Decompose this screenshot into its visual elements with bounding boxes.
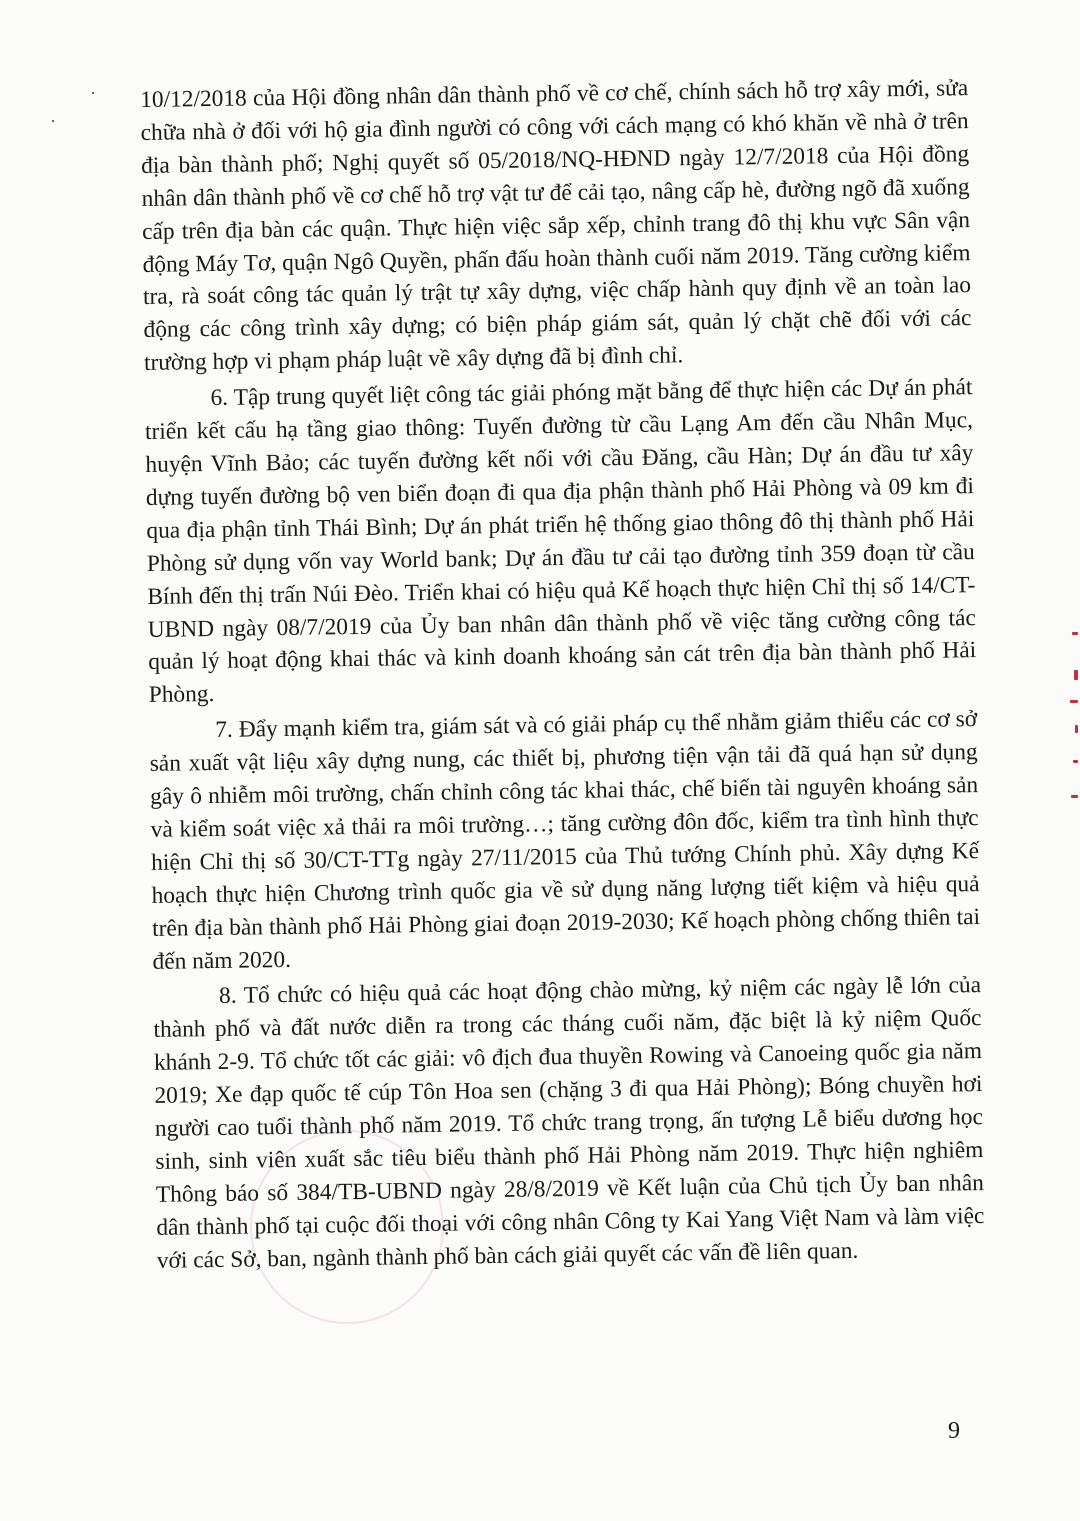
scan-speck <box>92 92 94 94</box>
paragraph-item-7: 7. Đẩy mạnh kiểm tra, giám sát và có giải pháp cụ thể nhằm giảm thiểu các cơ sở sản xuất vật liệu xây dựng nung, các thiết bị, phương tiện vận tải đã quá hạn sử dụng gây ô nhiễm môi trường, chấn chỉnh công tác khai thác, chế biến tài nguyên khoáng sản và kiểm soát việc xả thải ra môi trường…; tăng cường đôn đốc, kiểm tra tình hình thực hiện Chỉ thị số 30/CT-TTg ngày 27/11/2015 của Thủ tướng Chính phủ. Xây dựng Kế hoạch thực hiện Chương trình quốc gia về sử dụng năng lượng tiết kiệm và hiệu quả trên địa bàn thành phố Hải Phòng giai đoạn 2019-2030; Kế hoạch phòng chống thiên tai đến năm 2020. <box>149 706 981 975</box>
document-body <box>140 72 985 1280</box>
scan-edge-marks <box>1066 630 1080 810</box>
scan-speck <box>52 120 54 122</box>
paragraph-item-6: 6. Tập trung quyết liệt công tác giải phóng mặt bằng để thực hiện các Dự án phát triển kết cấu hạ tầng giao thông: Tuyến đường từ cầu Lạng Am đến cầu Nhân Mục, huyện Vĩnh Bảo; các tuyến đường kết nối với cầu Đăng, cầu Hàn; Dự án đầu tư xây dựng tuyến đường bộ ven biển đoạn đi qua địa phận thành phố Hải Phòng và 09 km đi qua địa phận tỉnh Thái Bình; Dự án phát triển hệ thống giao thông đô thị thành phố Hải Phòng sử dụng vốn vay World bank; Dự án đầu tư cải tạo đường tỉnh 359 đoạn từ cầu Bính đến thị trấn Núi Đèo. Triển khai có hiệu quả Kế hoạch thực hiện Chỉ thị số 14/CT-UBND ngày 08/7/2019 của Ủy ban nhân dân thành phố về việc tăng cường công tác quản lý hoạt động khai thác và kinh doanh khoáng sản cát trên địa bàn thành phố Hải Phòng. <box>144 374 977 709</box>
paragraph-item-8: 8. Tổ chức có hiệu quả các hoạt động chào mừng, kỷ niệm các ngày lễ lớn của thành phố và đất nước diễn ra trong các tháng cuối năm, đặc biệt là kỷ niệm Quốc khánh 2-9. Tổ chức tốt các giải: vô địch đua thuyền Rowing và Canoeing quốc gia năm 2019; Xe đạp quốc tế cúp Tôn Hoa sen (chặng 3 đi qua Hải Phòng); Bóng chuyền hơi người cao tuổi thành phố năm 2019. Tổ chức trang trọng, ấn tượng Lễ biểu dương học sinh, sinh viên xuất sắc tiêu biểu thành phố Hải Phòng năm 2019. Thực hiện nghiêm Thông báo số 384/TB-UBND ngày 28/8/2019 về Kết luận của Chủ tịch Ủy ban nhân dân thành phố tại cuộc đối thoại với công nhân Công ty Kai Yang Việt Nam và làm việc với các Sở, ban, ngành thành phố bàn cách giải quyết các vấn đề liên quan. <box>153 972 985 1274</box>
paragraph-continued: 10/12/2018 của Hội đồng nhân dân thành phố về cơ chế, chính sách hỗ trợ xây mới, sửa chữa nhà ở đối với hộ gia đình người có công với cách mạng có khó khăn về nhà ở trên địa bàn thành phố; Nghị quyết số 05/2018/NQ-HĐND ngày 12/7/2018 của Hội đồng nhân dân thành phố về cơ chế hỗ trợ vật tư để cải tạo, nâng cấp hè, đường ngõ đã xuống cấp trên địa bàn các quận. Thực hiện việc sắp xếp, chỉnh trang đô thị khu vực Sân vận động Máy Tơ, quận Ngô Quyền, phấn đấu hoàn thành cuối năm 2019. Tăng cường kiểm tra, rà soát công tác quản lý trật tự xây dựng, việc chấp hành quy định về an toàn lao động các công trình xây dựng; có biện pháp giám sát, quản lý chặt chẽ đối với các trường hợp vi phạm pháp luật về xây dựng đã bị đình chỉ. <box>140 75 972 377</box>
page-number: 9 <box>948 1418 960 1444</box>
